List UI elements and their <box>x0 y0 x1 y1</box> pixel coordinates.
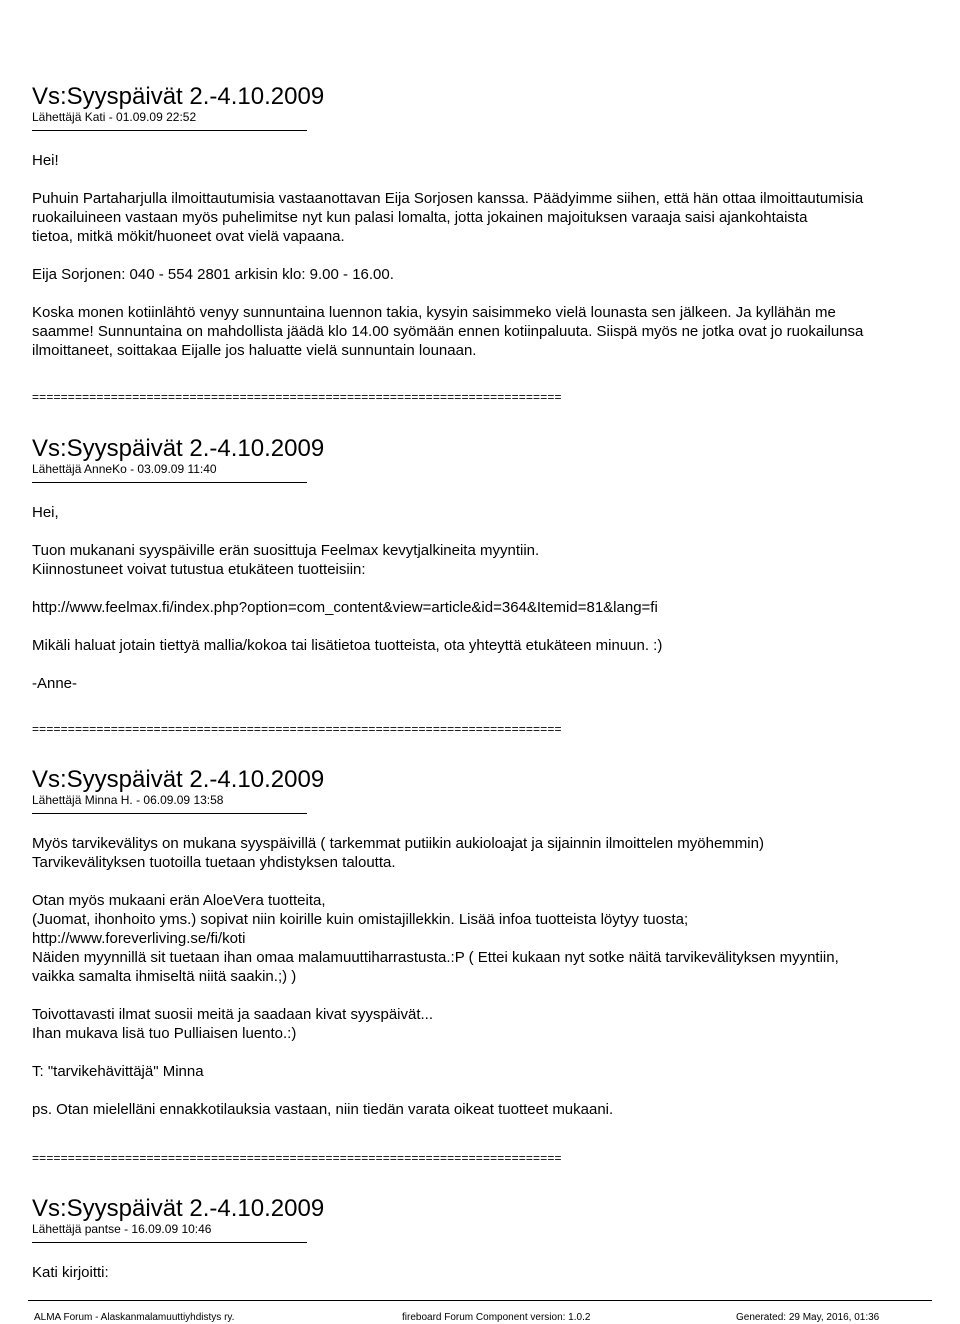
post-title: Vs:Syyspäivät 2.-4.10.2009 <box>32 435 325 462</box>
product-link[interactable]: http://www.feelmax.fi/index.php?option=com_content&view=article&id=364&Itemid=81&lang=fi <box>32 599 658 616</box>
post-body <box>32 1263 956 1282</box>
post-line: Eija Sorjonen: 040 - 554 2801 arkisin klo: 9.00 - 16.00. <box>32 266 394 283</box>
post-byline: Lähettäjä Minna H. - 06.09.09 13:58 <box>32 793 224 807</box>
forum-post <box>32 84 956 360</box>
post-body <box>32 151 956 360</box>
post-separator: ========================================================================== <box>32 722 562 736</box>
post-line: ilmoittaneet, soittakaa Eijalle jos haluatte vielä sunnuntain lounaan. <box>32 342 477 359</box>
post-body <box>32 503 956 693</box>
post-separator: ========================================================================== <box>32 1151 562 1165</box>
post-divider <box>32 813 307 814</box>
post-signature: T: "tarvikehävittäjä" Minna <box>32 1063 204 1080</box>
post-line: Näiden myynnillä sit tuetaan ihan omaa malamuuttiharrastusta.:P ( Ettei kukaan nyt sotke näitä tarvikevälityksen myyntiin, <box>32 949 839 966</box>
post-title: Vs:Syyspäivät 2.-4.10.2009 <box>32 766 325 793</box>
post-byline: Lähettäjä AnneKo - 03.09.09 11:40 <box>32 462 217 476</box>
post-signature: -Anne- <box>32 675 78 692</box>
post-line: Puhuin Partaharjulla ilmoittautumisia vastaanottavan Eija Sorjosen kanssa. Päädyimme siihen, että hän ottaa ilmoittautumisia <box>32 190 864 207</box>
post-line: saamme! Sunnuntaina on mahdollista jäädä klo 14.00 syömään ennen kotiinpaluuta. Siispä myös ne jotka ovat jo ruokailunsa <box>32 323 864 340</box>
post-line: ruokailuineen vastaan myös puhelimitse nyt kun palasi lomalta, jotta jokainen majoituksen varaaja saisi ajankohtaista <box>32 209 808 226</box>
forum-post <box>32 1196 956 1282</box>
post-line: Koska monen kotiinlähtö venyy sunnuntaina luennon takia, kysyin saisimmeko vielä lounasta sen jälkeen. Ja kyllähän me <box>32 304 836 321</box>
forum-post <box>32 767 956 1119</box>
post-line: (Juomat, ihonhoito yms.) sopivat niin koirille kuin omistajillekkin. Lisää infoa tuotteista löytyy tuosta; <box>32 911 689 928</box>
footer-generated-date: Generated: 29 May, 2016, 01:36 <box>736 1312 880 1323</box>
post-divider <box>32 482 307 483</box>
product-link[interactable]: http://www.foreverliving.se/fi/koti <box>32 930 246 947</box>
post-line: vaikka samalta ihmiseltä niitä saakin.;) ) <box>32 968 297 985</box>
post-line: Otan myös mukaani erän AloeVera tuotteita, <box>32 892 326 909</box>
post-line: Toivottavasti ilmat suosii meitä ja saadaan kivat syyspäivät... <box>32 1006 434 1023</box>
post-line: Kiinnostuneet voivat tutustua etukäteen tuotteisiin: <box>32 561 366 578</box>
post-line: Hei! <box>32 152 59 169</box>
post-line: Myös tarvikevälitys on mukana syyspäivillä ( tarkemmat putiikin aukioloajat ja sijainnin ilmoittelen myöhemmin) <box>32 835 764 852</box>
post-line: Mikäli haluat jotain tiettyä mallia/kokoa tai lisätietoa tuotteista, ota yhteyttä etukäteen minuun. :) <box>32 637 663 654</box>
footer-site-name: ALMA Forum - Alaskanmalamuuttiyhdistys ry. <box>34 1312 235 1323</box>
post-title: Vs:Syyspäivät 2.-4.10.2009 <box>32 1195 325 1222</box>
post-byline: Lähettäjä pantse - 16.09.09 10:46 <box>32 1222 212 1236</box>
post-divider <box>32 1242 307 1243</box>
post-line: tietoa, mitkä mökit/huoneet ovat vielä vapaana. <box>32 228 345 245</box>
post-body <box>32 834 956 1119</box>
post-byline: Lähettäjä Kati - 01.09.09 22:52 <box>32 110 197 124</box>
post-line: Tarvikevälityksen tuotoilla tuetaan yhdistyksen taloutta. <box>32 854 396 871</box>
page-footer <box>28 1300 932 1323</box>
quote-header: Kati kirjoitti: <box>32 1264 109 1281</box>
post-title: Vs:Syyspäivät 2.-4.10.2009 <box>32 83 325 110</box>
post-line: Ihan mukava lisä tuo Pulliaisen luento.:) <box>32 1025 297 1042</box>
post-separator: ========================================================================== <box>32 390 562 404</box>
post-line: ps. Otan mielelläni ennakkotilauksia vastaan, niin tiedän varata oikeat tuotteet mukaani. <box>32 1101 614 1118</box>
post-divider <box>32 130 307 131</box>
post-line: Tuon mukanani syyspäiville erän suosittuja Feelmax kevytjalkineita myyntiin. <box>32 542 540 559</box>
footer-component-version: fireboard Forum Component version: 1.0.2 <box>402 1312 591 1323</box>
forum-post <box>32 436 956 693</box>
post-line: Hei, <box>32 504 59 521</box>
